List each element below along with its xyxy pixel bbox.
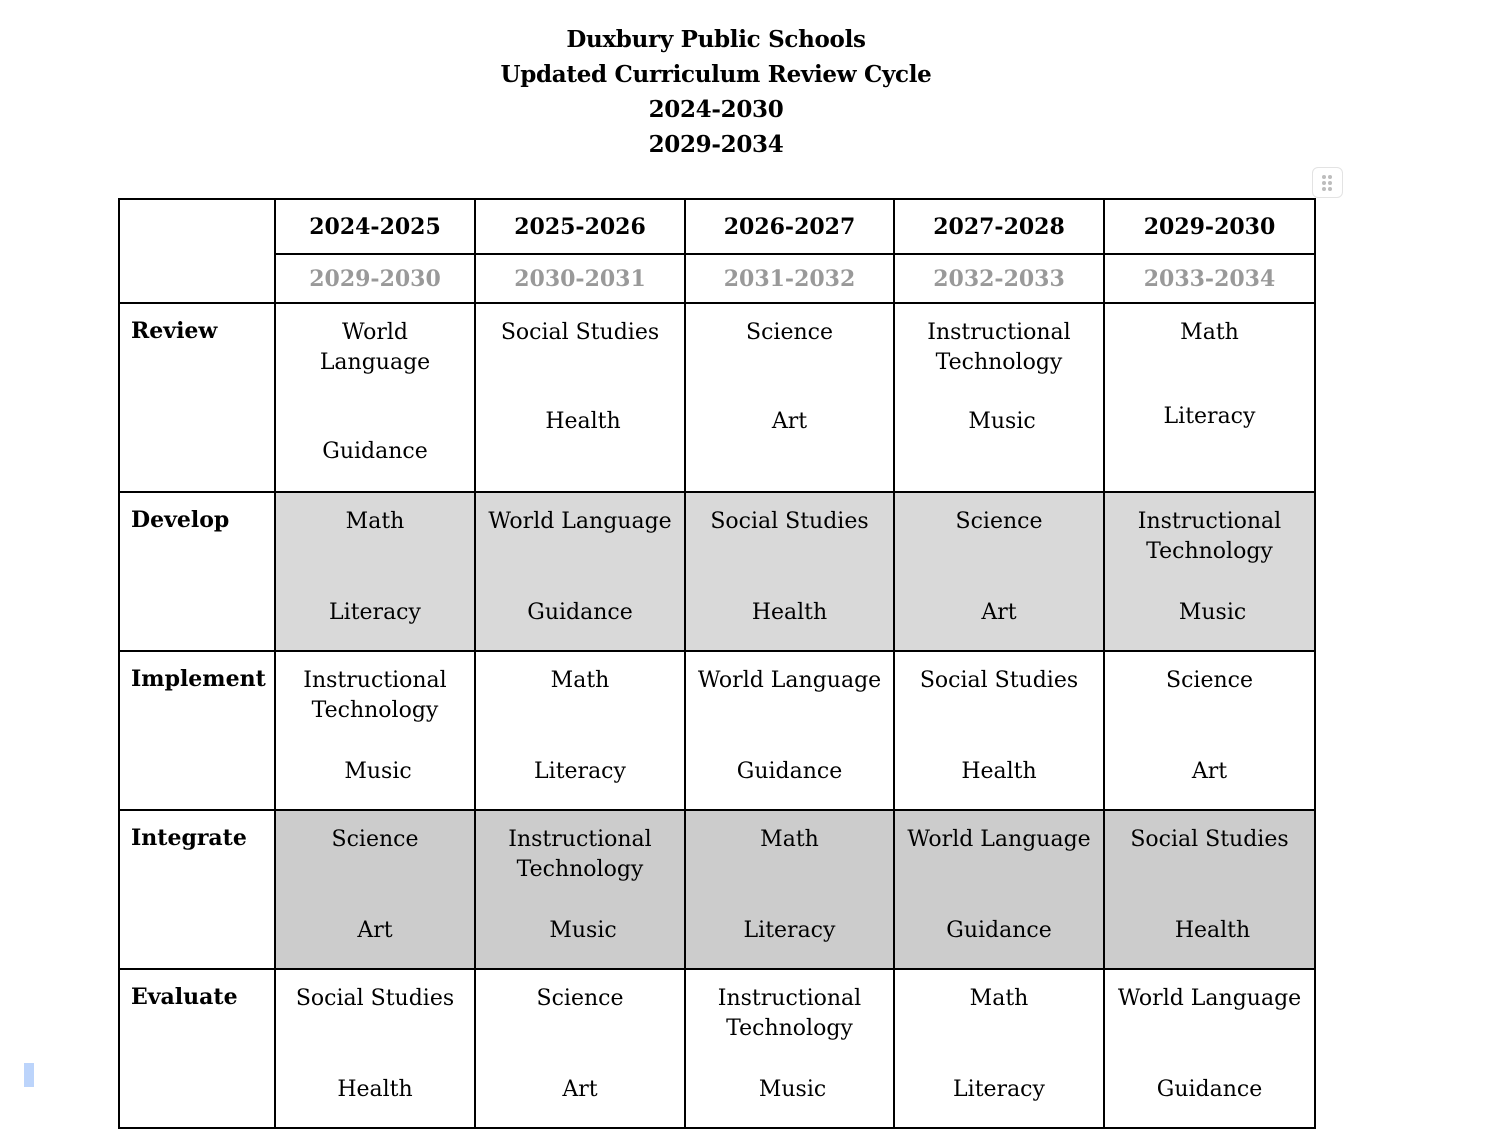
table-cell[interactable]	[475, 492, 685, 651]
subject-secondary: Guidance	[1156, 1077, 1263, 1102]
subject-primary: Instructional Technology	[1137, 509, 1282, 564]
subject-secondary: Literacy	[1163, 404, 1256, 429]
subject-primary: Science	[331, 827, 419, 852]
subject-secondary: Health	[751, 600, 828, 625]
table-cell[interactable]	[894, 303, 1104, 492]
table-cell[interactable]	[685, 651, 894, 810]
subject-secondary: Guidance	[946, 918, 1052, 943]
subject-primary: Science	[536, 986, 624, 1011]
subject-primary: World Language	[697, 668, 882, 693]
stage-label[interactable]: Evaluate	[119, 969, 275, 1128]
table-drag-handle[interactable]	[1312, 167, 1343, 198]
table-cell[interactable]	[475, 969, 685, 1128]
stage-label[interactable]: Integrate	[119, 810, 275, 969]
subject-secondary: Art	[562, 1077, 598, 1102]
subject-secondary: Health	[1174, 918, 1251, 943]
table-cell[interactable]	[475, 651, 685, 810]
subject-primary: Math	[550, 668, 610, 693]
subject-primary: Math	[345, 509, 405, 534]
subject-secondary: Literacy	[534, 759, 626, 784]
curriculum-review-table	[118, 198, 1316, 1129]
subject-secondary: Music	[344, 759, 412, 784]
subject-secondary: Health	[545, 409, 621, 434]
subject-secondary: Guidance	[736, 759, 843, 784]
table-cell[interactable]	[894, 651, 1104, 810]
document-title	[0, 22, 1432, 162]
drag-handle-icon	[1322, 175, 1334, 191]
subject-primary: Science	[1166, 668, 1253, 693]
stage-label[interactable]: Implement	[119, 651, 275, 810]
table-cell[interactable]	[1104, 492, 1315, 651]
subject-primary: Math	[969, 986, 1029, 1011]
table-cell[interactable]	[475, 303, 685, 492]
subject-secondary: Literacy	[953, 1077, 1045, 1102]
subject-primary: Social Studies	[710, 509, 869, 534]
table-cell[interactable]	[1104, 969, 1315, 1128]
stage-label[interactable]: Develop	[119, 492, 275, 651]
year-subheader[interactable]: 2032-2033	[894, 254, 1104, 303]
table-cell[interactable]	[275, 492, 475, 651]
subject-secondary: Literacy	[329, 600, 421, 625]
table-row-evaluate	[119, 969, 1315, 1128]
subject-primary: World Language	[907, 827, 1091, 852]
subject-secondary: Art	[357, 918, 393, 943]
year-subheader[interactable]: 2029-2030	[275, 254, 475, 303]
year-subheader[interactable]: 2030-2031	[475, 254, 685, 303]
stage-label[interactable]: Review	[119, 303, 275, 492]
title-subtitle: Updated Curriculum Review Cycle	[500, 61, 932, 88]
table-cell[interactable]	[1104, 810, 1315, 969]
header-row-secondary	[119, 254, 1315, 303]
year-header[interactable]: 2025-2026	[475, 199, 685, 254]
year-subheader[interactable]: 2031-2032	[685, 254, 894, 303]
subject-primary: World Language	[1117, 986, 1302, 1011]
subject-primary: Instructional Technology	[303, 668, 447, 723]
text-cursor	[24, 1063, 34, 1087]
table-cell[interactable]	[685, 492, 894, 651]
table-cell[interactable]	[685, 810, 894, 969]
subject-primary: Social Studies	[919, 668, 1079, 693]
subject-primary: Instructional Technology	[927, 320, 1071, 375]
table-row-develop	[119, 492, 1315, 651]
table-cell[interactable]	[275, 303, 475, 492]
subject-secondary: Health	[961, 759, 1037, 784]
subject-secondary: Health	[337, 1077, 413, 1102]
corner-cell[interactable]	[119, 199, 275, 303]
year-subheader[interactable]: 2033-2034	[1104, 254, 1315, 303]
table-cell[interactable]	[685, 303, 894, 492]
table-cell[interactable]	[275, 810, 475, 969]
subject-primary: Social Studies	[1130, 827, 1289, 852]
table-row-integrate	[119, 810, 1315, 969]
subject-primary: Science	[746, 320, 833, 345]
table-cell[interactable]	[685, 969, 894, 1128]
subject-primary: World Language	[319, 320, 431, 375]
table-cell[interactable]	[475, 810, 685, 969]
subject-secondary: Literacy	[743, 918, 836, 943]
subject-primary: Instructional Technology	[717, 986, 862, 1041]
year-header[interactable]: 2027-2028	[894, 199, 1104, 254]
table-cell[interactable]	[1104, 651, 1315, 810]
table-cell[interactable]	[894, 969, 1104, 1128]
title-cycle-1: 2024-2030	[648, 96, 784, 123]
title-cycle-2: 2029-2034	[648, 131, 784, 158]
table-cell[interactable]	[275, 651, 475, 810]
subject-secondary: Music	[758, 1077, 827, 1102]
subject-primary: Math	[1180, 320, 1239, 345]
subject-secondary: Art	[1191, 759, 1228, 784]
subject-secondary: Art	[981, 600, 1017, 625]
table-cell[interactable]	[894, 492, 1104, 651]
table-row-implement	[119, 651, 1315, 810]
subject-primary: Social Studies	[295, 986, 455, 1011]
table-row-review	[119, 303, 1315, 492]
subject-primary: World Language	[488, 509, 672, 534]
subject-primary: Instructional Technology	[508, 827, 652, 882]
year-header[interactable]: 2024-2025	[275, 199, 475, 254]
subject-secondary: Music	[549, 918, 617, 943]
table-cell[interactable]	[894, 810, 1104, 969]
year-header[interactable]: 2026-2027	[685, 199, 894, 254]
table-cell[interactable]	[1104, 303, 1315, 492]
subject-secondary: Music	[968, 409, 1036, 434]
subject-primary: Math	[760, 827, 819, 852]
subject-secondary: Music	[1178, 600, 1247, 625]
subject-secondary: Guidance	[527, 600, 633, 625]
subject-secondary: Guidance	[322, 439, 428, 464]
title-district: Duxbury Public Schools	[566, 26, 866, 53]
subject-primary: Science	[955, 509, 1043, 534]
subject-secondary: Art	[771, 409, 808, 434]
header-row-primary	[119, 199, 1315, 254]
table-cell[interactable]	[275, 969, 475, 1128]
subject-primary: Social Studies	[500, 320, 660, 345]
year-header[interactable]: 2029-2030	[1104, 199, 1315, 254]
